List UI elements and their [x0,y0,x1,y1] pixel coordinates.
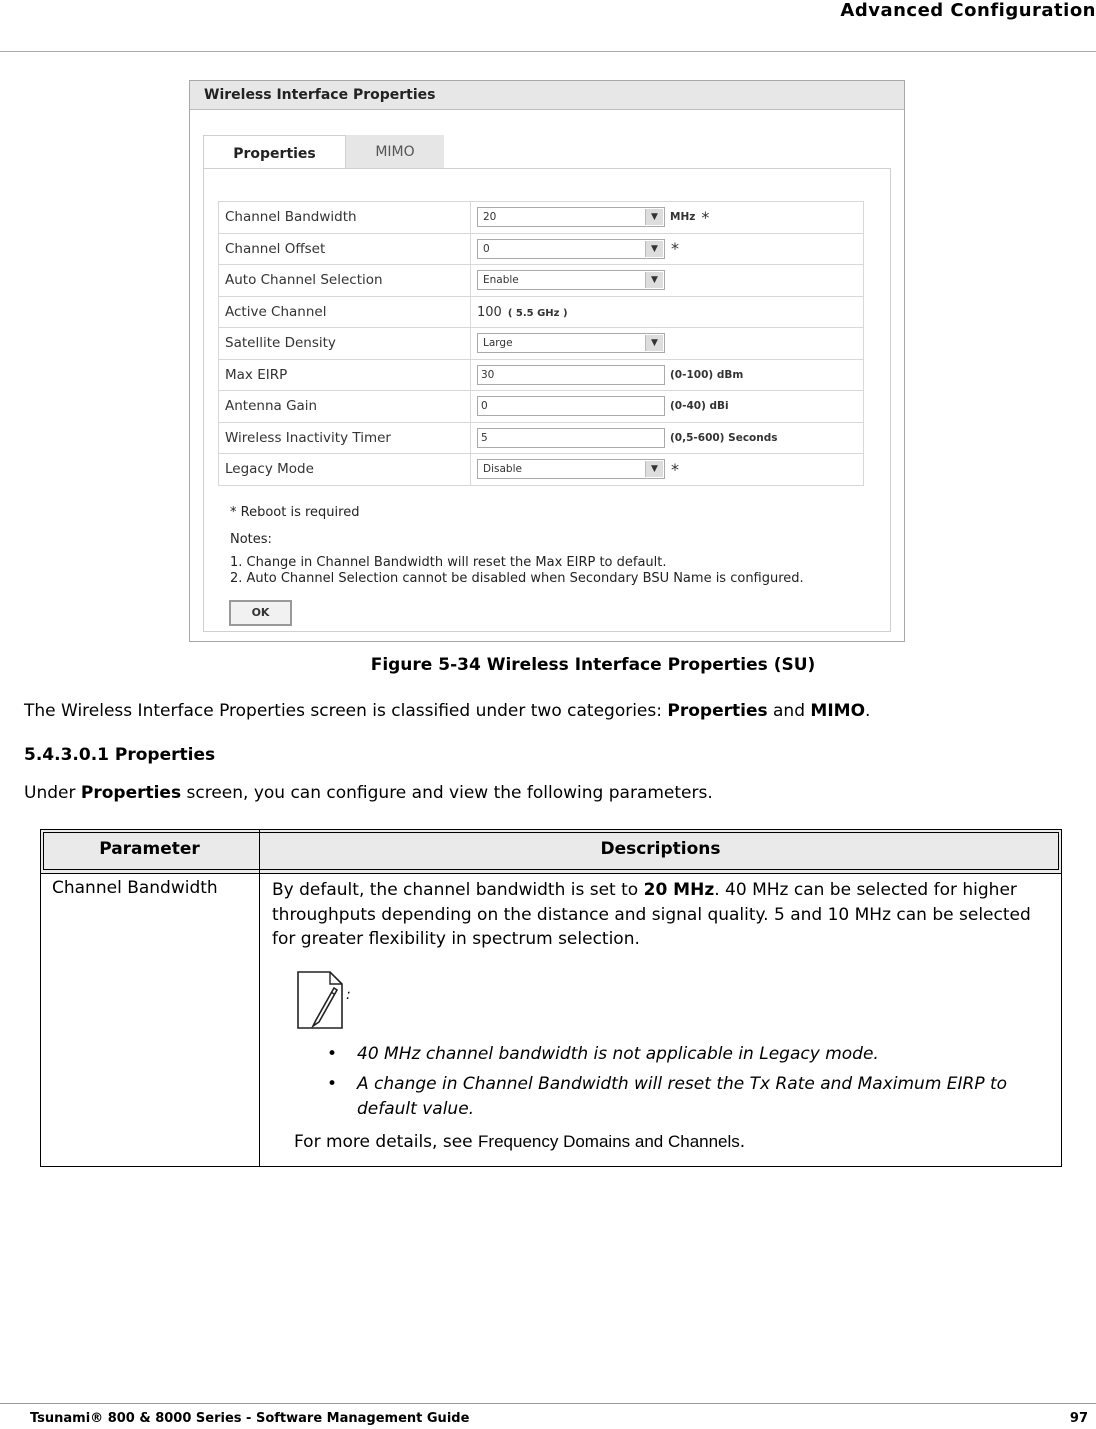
page-number: 97 [1069,1411,1088,1426]
text: Under [24,783,81,803]
bold-term: MIMO [810,701,866,721]
field-label: Antenna Gain [219,391,471,423]
tab-properties[interactable]: Properties [203,135,346,169]
bullet-text: A change in Channel Bandwidth will reset the Tx Rate and Maximum EIRP to default value. [357,1074,1008,1119]
bold-term: Properties [80,783,182,803]
unit-label: (0-40) dBi [670,400,729,413]
unit-label: MHz [670,211,696,224]
figure-caption: Figure 5-34 Wireless Interface Properties (SU) [370,655,816,675]
bold-term: 20 MHz [643,880,715,900]
channel-bandwidth-select[interactable] [477,207,665,227]
auto-channel-selection-select[interactable] [477,270,665,290]
row-max-eirp [219,359,864,391]
reboot-star: * [671,459,679,479]
note-pencil-icon [296,970,346,1030]
reboot-star: * [671,239,679,259]
text: . [865,701,871,721]
column-header-parameter: Parameter [99,839,200,859]
text: By default, the channel bandwidth is set to [272,880,644,900]
chevron-down-icon: ▼ [645,335,663,351]
field-label: Channel Offset [219,233,471,265]
field-label: Wireless Inactivity Timer [219,422,471,454]
reboot-note: * Reboot is required [230,505,360,520]
window-title: Wireless Interface Properties [190,81,904,110]
field-label: Legacy Mode [219,454,471,486]
section-intro [24,783,713,803]
field-label: Satellite Density [219,328,471,360]
tab-mimo[interactable]: MIMO [346,135,444,168]
text: screen, you can configure and view the following parameters. [181,783,713,803]
column-header-descriptions: Descriptions [600,839,721,859]
unit-label: ( 5.5 GHz ) [507,307,568,319]
footer-divider [0,1403,1096,1404]
channel-offset-select[interactable] [477,239,665,259]
row-channel-offset [219,233,864,265]
bullet-text: 40 MHz channel bandwidth is not applicable in Legacy mode. [357,1044,879,1064]
satellite-density-select[interactable] [477,333,665,353]
row-channel-bandwidth [219,202,864,234]
text: The Wireless Interface Properties screen is classified under two categories: [24,701,668,721]
antenna-gain-input[interactable]: 0 [477,396,665,416]
field-label: Channel Bandwidth [219,202,471,234]
column-divider [259,829,260,1167]
select-value: Large [483,337,513,350]
parameter-name: Channel Bandwidth [52,878,218,898]
bullet-glyph: • [327,1074,338,1094]
max-eirp-input[interactable]: 30 [477,365,665,385]
section-heading: 5.4.3.0.1 Properties [24,745,216,765]
page-header-title: Advanced Configuration [840,0,1096,21]
figure-screenshot [189,80,905,642]
chevron-down-icon: ▼ [645,272,663,288]
header-divider [0,51,1096,52]
select-value: 0 [483,242,490,255]
parameter-table [40,829,1062,1167]
legacy-mode-select[interactable] [477,459,665,479]
chevron-down-icon: ▼ [645,241,663,257]
footer-title: Tsunami® 800 & 8000 Series - Software Management Guide [30,1411,470,1426]
ok-button[interactable]: OK [229,600,292,626]
row-antenna-gain [219,391,864,423]
row-active-channel [219,296,864,328]
more-details [294,1132,745,1152]
note-colon: : [346,987,351,1003]
list-item [327,1072,1047,1121]
cross-reference-link[interactable]: Frequency Domains and Channels [478,1132,740,1151]
field-label: Active Channel [219,296,471,328]
bold-term: Properties [667,701,768,721]
row-legacy-mode [219,454,864,486]
select-value: 20 [483,211,497,224]
notes-heading: Notes: [230,532,272,547]
text: . 40 MHz can be selected for higher throughputs depending on the distance and signal quality. 5 and 10 MHz can be selected for greater flexibility in spectrum selection. [272,880,1031,949]
text: For more details, see [294,1132,479,1152]
active-channel-value: 100 [477,304,502,320]
note-1: 1. Change in Channel Bandwidth will reset the Max EIRP to default. [230,555,667,570]
chevron-down-icon: ▼ [645,461,663,477]
list-item [327,1042,1047,1067]
bullet-glyph: • [327,1044,338,1064]
wireless-inactivity-timer-input[interactable]: 5 [477,428,665,448]
parameter-description [272,878,1052,952]
field-label: Max EIRP [219,359,471,391]
text: . [739,1132,746,1152]
row-wireless-inactivity-timer [219,422,864,454]
reboot-star: * [701,207,710,227]
unit-label: (0,5-600) Seconds [670,431,778,444]
select-value: Enable [483,274,519,287]
properties-form [218,201,864,486]
field-label: Auto Channel Selection [219,265,471,297]
intro-paragraph [24,701,870,721]
row-satellite-density [219,328,864,360]
unit-label: (0-100) dBm [670,368,744,381]
row-auto-channel-selection [219,265,864,297]
select-value: Disable [483,463,522,476]
text: and [767,701,811,721]
note-2: 2. Auto Channel Selection cannot be disabled when Secondary BSU Name is configured. [230,571,804,586]
chevron-down-icon: ▼ [645,209,663,225]
